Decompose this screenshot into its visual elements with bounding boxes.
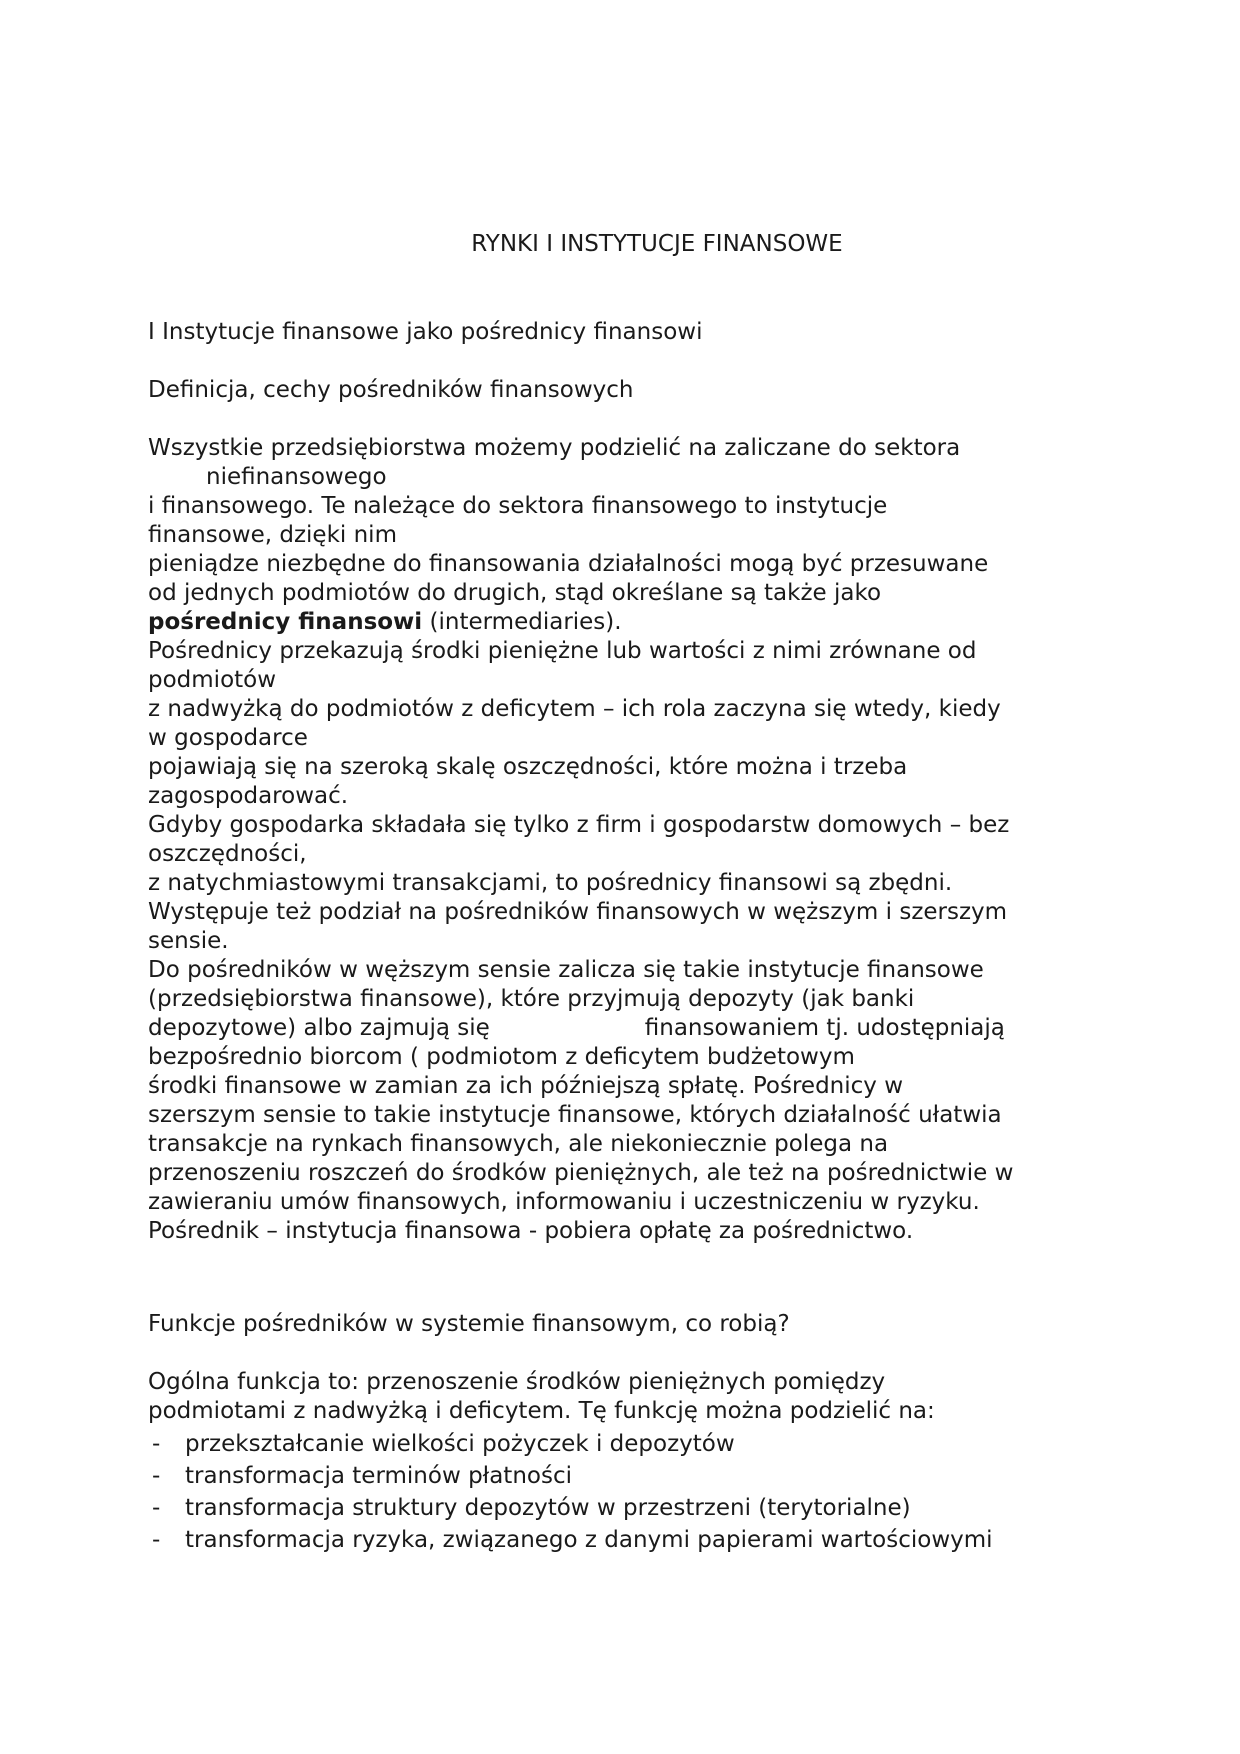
list-item [148,1492,993,1524]
bullet-dash: - [152,1431,161,1457]
subheading: Definicja, cechy pośredników finansowych [148,377,634,403]
functions-list [148,1428,993,1556]
paragraph-line: przenoszeniu roszczeń do środków pieniężnych, ale też na pośrednictwie w [148,1160,1014,1186]
paragraph-line: z natychmiastowymi transakcjami, to pośrednicy finansowi są zbędni. [148,870,953,896]
list-item [148,1524,993,1556]
paragraph-line: zawieraniu umów finansowych, informowaniu i uczestniczeniu w ryzyku. [148,1189,980,1215]
paragraph-line [148,608,1108,637]
bullet-dash: - [152,1527,161,1553]
paragraph-line: Występuje też podział na pośredników finansowych w węższym i szerszym [148,899,1008,925]
paragraph-line: zagospodarować. [148,783,349,809]
paragraph-line: od jednych podmiotów do drugich, stąd określane są także jako [148,580,882,606]
paragraph-line: szerszym sensie to takie instytucje finansowe, których działalność ułatwia [148,1102,1002,1128]
list-item-text: przekształcanie wielkości pożyczek i depozytów [185,1431,735,1457]
bullet-dash: - [152,1495,161,1521]
section-heading: I Instytucje finansowe jako pośrednicy finansowi [148,319,703,345]
paragraph-line: Pośrednik – instytucja finansowa - pobiera opłatę za pośrednictwo. [148,1218,914,1244]
paragraph-line: bezpośrednio biorcom ( podmiotom z deficytem budżetowym [148,1044,855,1070]
paragraph-line: Do pośredników w węższym sensie zalicza się takie instytucje finansowe [148,957,984,983]
functions-heading: Funkcje pośredników w systemie finansowym, co robią? [148,1311,790,1337]
paragraph-line: oszczędności, [148,841,307,867]
functions-intro [148,1368,935,1426]
paragraph-line: Wszystkie przedsiębiorstwa możemy podzielić na zaliczane do sektora [148,435,961,461]
paragraph-text: finansowaniem tj. udostępniają [644,1015,1005,1041]
bullet-dash: - [152,1463,161,1489]
paragraph-line: i finansowego. Te należące do sektora finansowego to instytucje [148,493,888,519]
paragraph-line: środki finansowe w zamian za ich późniejszą spłatę. Pośrednicy w [148,1073,904,1099]
paragraph-line: pojawiają się na szeroką skalę oszczędności, które można i trzeba [148,754,908,780]
paragraph-line: Pośrednicy przekazują środki pieniężne lub wartości z nimi zrównane od [148,638,977,664]
paragraph-text: depozytowe) albo zajmują się [148,1015,490,1041]
paragraph-line: w gospodarce [148,725,308,751]
list-item [148,1428,993,1460]
paragraph-line: podmiotami z nadwyżką i deficytem. Tę funkcję można podzielić na: [148,1398,935,1424]
paragraph-line: (przedsiębiorstwa finansowe), które przyjmują depozyty (jak banki [148,986,915,1012]
paragraph-line: transakcje na rynkach finansowych, ale niekoniecznie polega na [148,1131,889,1157]
list-item [148,1460,993,1492]
list-item-text: transformacja terminów płatności [185,1463,572,1489]
paragraph-line: finansowe, dzięki nim [148,522,397,548]
paragraph-text: (intermediaries). [422,609,622,635]
list-item-text: transformacja ryzyka, związanego z danymi papierami wartościowymi [185,1527,993,1553]
paragraph-line: z nadwyżką do podmiotów z deficytem – ich rola zaczyna się wtedy, kiedy [148,696,1001,722]
paragraph-line: niefinansowego [206,464,387,490]
paragraph-line: Ogólna funkcja to: przenoszenie środków pieniężnych pomiędzy [148,1369,886,1395]
list-item-text: transformacja struktury depozytów w przestrzeni (terytorialne) [185,1495,911,1521]
paragraph-line [148,1014,1108,1043]
paragraph-line: sensie. [148,928,229,954]
bold-term: pośrednicy finansowi [148,609,423,635]
paragraph-line: Gdyby gospodarka składała się tylko z firm i gospodarstw domowych – bez [148,812,1010,838]
paragraph-line: pieniądze niezbędne do finansowania działalności mogą być przesuwane [148,551,989,577]
document-title: RYNKI I INSTYTUCJE FINANSOWE [471,231,843,257]
definition-paragraph [148,434,1108,1246]
paragraph-line: podmiotów [148,667,277,693]
